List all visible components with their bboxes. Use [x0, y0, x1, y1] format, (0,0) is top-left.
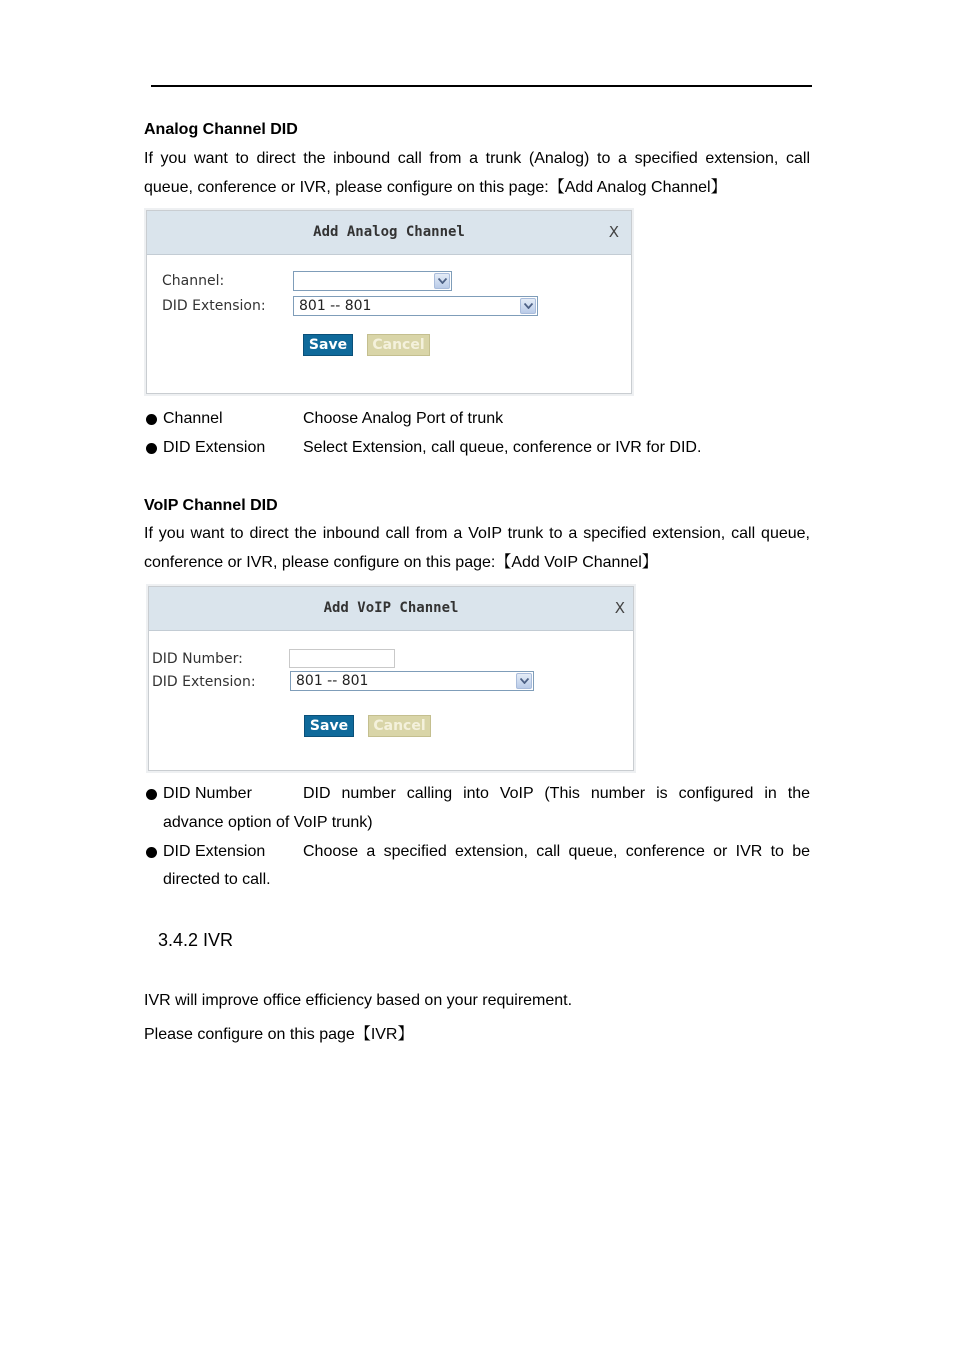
did-number-label: DID Number:: [152, 651, 243, 667]
add-analog-channel-dialog: [146, 210, 632, 394]
bullet-icon: [146, 847, 157, 858]
chevron-down-icon[interactable]: [520, 298, 536, 314]
ivr-line2: Please configure on this page【IVR】: [144, 1026, 414, 1043]
ivr-line1: IVR will improve office efficiency based on your requirement.: [144, 992, 573, 1009]
voip-intro-line2: conference or IVR, please configure on this page:【Add VoIP Channel】: [144, 554, 658, 571]
bullet-desc-line1: Choose a specified extension, call queue, conference or IVR to be: [303, 843, 810, 860]
dialog-titlebar: [149, 587, 633, 631]
save-button[interactable]: Save: [304, 715, 354, 737]
add-voip-channel-dialog: [148, 586, 634, 771]
bullet-icon: [146, 789, 157, 800]
cancel-button[interactable]: Cancel: [367, 334, 430, 356]
did-extension-label: DID Extension:: [162, 298, 266, 314]
bullet-term: Channel: [163, 410, 223, 427]
did-extension-select[interactable]: [290, 671, 534, 691]
close-icon[interactable]: X: [608, 223, 619, 241]
did-number-input[interactable]: [289, 649, 395, 668]
bullet-desc-line2: directed to call.: [163, 871, 271, 888]
save-button[interactable]: Save: [303, 334, 353, 356]
bullet-term: DID Number: [163, 785, 252, 802]
dialog-titlebar: [147, 211, 631, 255]
voip-bullet-did-number: [146, 785, 810, 835]
bullet-desc: Choose Analog Port of trunk: [303, 410, 504, 427]
dialog-title: Add Analog Channel: [313, 224, 465, 240]
bullet-icon: [146, 414, 157, 425]
chevron-down-icon[interactable]: [434, 273, 450, 289]
bullet-icon: [146, 443, 157, 454]
did-extension-select-value: 801 -- 801: [296, 673, 369, 689]
header-rule: [151, 85, 812, 87]
voip-intro-line1: If you want to direct the inbound call from a VoIP trunk to a specified extension, call queue,: [144, 525, 810, 542]
analog-bullet-did-extension: [146, 439, 816, 459]
bullet-desc-line1: DID number calling into VoIP (This number is configured in the: [303, 785, 810, 802]
analog-heading: Analog Channel DID: [144, 121, 298, 138]
bullet-desc-line2: advance option of VoIP trunk): [163, 814, 373, 831]
bullet-desc: Select Extension, call queue, conference or IVR for DID.: [303, 439, 702, 456]
cancel-button[interactable]: Cancel: [368, 715, 431, 737]
voip-heading: VoIP Channel DID: [144, 497, 278, 514]
channel-label: Channel:: [162, 273, 225, 289]
did-extension-select[interactable]: [293, 296, 538, 316]
close-icon[interactable]: X: [614, 599, 625, 617]
voip-bullet-did-extension: [146, 843, 810, 893]
bullet-term: DID Extension: [163, 439, 266, 456]
ivr-heading: 3.4.2 IVR: [158, 930, 234, 950]
chevron-down-icon[interactable]: [516, 673, 532, 689]
channel-select[interactable]: [293, 271, 452, 291]
did-extension-select-value: 801 -- 801: [299, 298, 372, 314]
analog-intro-line1: If you want to direct the inbound call from a trunk (Analog) to a specified extension, call: [144, 150, 810, 167]
did-extension-label: DID Extension:: [152, 674, 256, 690]
analog-bullet-channel: [146, 410, 816, 430]
analog-intro-line2: queue, conference or IVR, please configure on this page:【Add Analog Channel】: [144, 179, 727, 196]
dialog-title: Add VoIP Channel: [323, 600, 459, 616]
bullet-term: DID Extension: [163, 843, 266, 860]
